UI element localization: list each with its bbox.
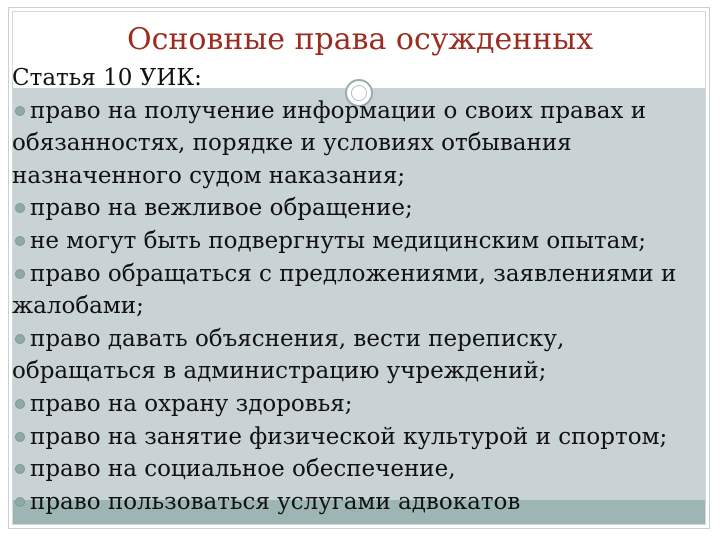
bullet-icon: [15, 203, 25, 213]
bullet-icon: [15, 334, 25, 344]
list-item: [12, 323, 712, 388]
bullet-icon: [15, 432, 25, 442]
list-item: [12, 388, 712, 421]
bullet-icon: [15, 464, 25, 474]
list-item-text: право обращаться с предложениями, заявлениями и: [30, 260, 677, 287]
list-item-text: право на получение информации о своих правах и: [30, 97, 647, 124]
list-item-text: обязанностях, порядке и условиях отбывания: [12, 130, 572, 157]
list-item-text: жалобами;: [12, 293, 144, 320]
list-item: [12, 95, 712, 193]
list-item-text: не могут быть подвергнуты медицинским опытам;: [30, 227, 646, 254]
list-item: [12, 258, 712, 323]
bullet-icon: [15, 269, 25, 279]
list-item-text: право на социальное обеспечение,: [30, 456, 456, 483]
list-item: [12, 225, 712, 258]
slide-body: [12, 62, 712, 518]
list-item: [12, 486, 712, 519]
bullet-icon: [15, 106, 25, 116]
bullet-icon: [15, 497, 25, 507]
list-item-text: право на охрану здоровья;: [30, 390, 353, 417]
slide-title: Основные права осужденных: [126, 22, 594, 57]
list-item-text: право пользоваться услугами адвокатов: [30, 488, 521, 515]
subheading: Статья 10 УИК:: [12, 65, 202, 91]
list-item-text: право на вежливое обращение;: [30, 195, 413, 222]
list-item: [12, 453, 712, 486]
list-item: [12, 192, 712, 225]
list-item: [12, 421, 712, 454]
list-item-text: назначенного судом наказания;: [12, 162, 406, 189]
list-item-text: право на занятие физической культурой и спортом;: [30, 423, 668, 450]
list-item-text: право давать объяснения, вести переписку,: [30, 325, 565, 352]
bullet-icon: [15, 236, 25, 246]
list-item-text: обращаться в администрацию учреждений;: [12, 358, 547, 385]
bullet-icon: [15, 399, 25, 409]
